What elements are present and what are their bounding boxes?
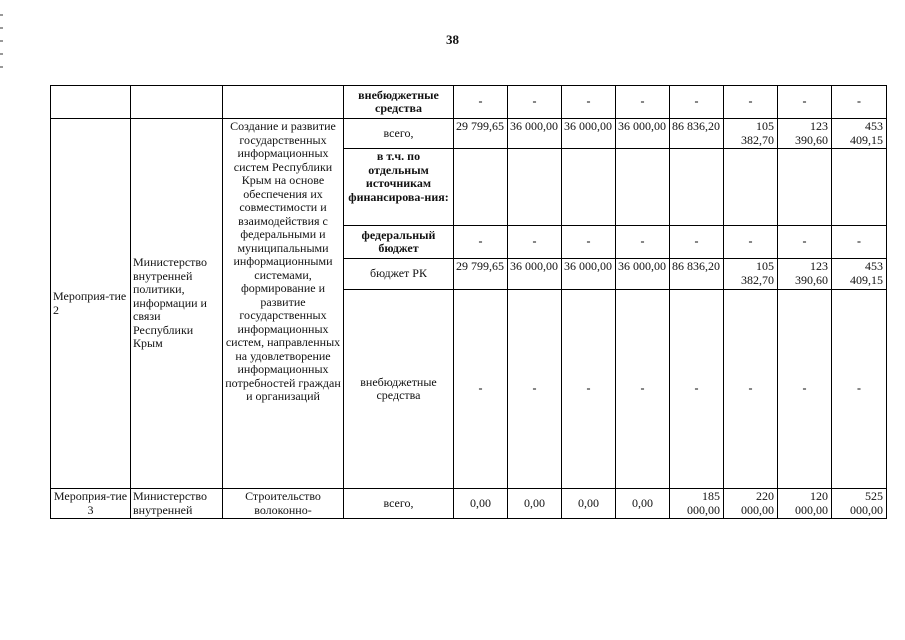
value-cell: 86 836,20: [670, 259, 724, 290]
value-cell: -: [562, 290, 616, 489]
source-label: в т.ч. по отдельным источникам финансирова-ния:: [344, 149, 454, 226]
value-cell: 105 382,70: [724, 259, 778, 290]
value-cell: 29 799,65: [454, 119, 508, 149]
value-cell: -: [454, 86, 508, 119]
value-cell: -: [454, 226, 508, 259]
empty-cell: [223, 86, 344, 119]
table-row: [51, 489, 887, 519]
financing-table: [50, 85, 887, 519]
source-label: всего,: [344, 119, 454, 149]
value-cell: 0,00: [616, 489, 670, 519]
value-cell: -: [724, 226, 778, 259]
value-cell: [508, 149, 562, 226]
value-cell: [778, 149, 832, 226]
value-cell: -: [778, 226, 832, 259]
event-executor: Министерство внутренней политики, информации и связи Республики Крым: [131, 119, 223, 489]
value-cell: -: [508, 290, 562, 489]
value-cell: 123 390,60: [778, 119, 832, 149]
value-cell: -: [832, 226, 887, 259]
value-cell: -: [778, 290, 832, 489]
value-cell: -: [616, 86, 670, 119]
value-cell: -: [616, 290, 670, 489]
page-number: 38: [446, 32, 459, 47]
value-cell: 105 382,70: [724, 119, 778, 149]
source-label: федеральный бюджет: [344, 226, 454, 259]
value-cell: -: [832, 290, 887, 489]
value-cell: -: [508, 86, 562, 119]
event-description: Строительство волоконно-: [223, 489, 344, 519]
value-cell: 36 000,00: [508, 259, 562, 290]
value-cell: -: [724, 86, 778, 119]
value-cell: 36 000,00: [562, 119, 616, 149]
value-cell: 220 000,00: [724, 489, 778, 519]
source-label: всего,: [344, 489, 454, 519]
value-cell: -: [562, 86, 616, 119]
value-cell: [832, 149, 887, 226]
value-cell: 36 000,00: [616, 259, 670, 290]
event-name: Мероприя-тие 3: [51, 489, 131, 519]
value-cell: 36 000,00: [562, 259, 616, 290]
value-cell: -: [670, 86, 724, 119]
empty-cell: [131, 86, 223, 119]
value-cell: -: [670, 226, 724, 259]
value-cell: 0,00: [508, 489, 562, 519]
value-cell: -: [778, 86, 832, 119]
event-description: Создание и развитие государственных информационных систем Республики Крым на основе обеспечения их совместимости и взаимодействия с федеральными и муниципальными информационными системами, формирование и развитие государственных информационных систем, направленных на удовлетворение информационных потребностей граждан и организаций: [223, 119, 344, 489]
value-cell: -: [616, 226, 670, 259]
source-label: внебюджетные средства: [344, 86, 454, 119]
value-cell: [724, 149, 778, 226]
event-name: Мероприя-тие 2: [51, 119, 131, 489]
table-row: [51, 119, 887, 149]
value-cell: 123 390,60: [778, 259, 832, 290]
value-cell: 525 000,00: [832, 489, 887, 519]
value-cell: [616, 149, 670, 226]
source-label: внебюджетные средства: [344, 290, 454, 489]
event-executor: Министерство внутренней: [131, 489, 223, 519]
value-cell: 453 409,15: [832, 259, 887, 290]
table-row: [51, 86, 887, 119]
value-cell: -: [670, 290, 724, 489]
value-cell: -: [562, 226, 616, 259]
value-cell: -: [724, 290, 778, 489]
value-cell: -: [454, 290, 508, 489]
value-cell: 120 000,00: [778, 489, 832, 519]
value-cell: 86 836,20: [670, 119, 724, 149]
value-cell: [670, 149, 724, 226]
value-cell: 0,00: [562, 489, 616, 519]
value-cell: 0,00: [454, 489, 508, 519]
value-cell: 453 409,15: [832, 119, 887, 149]
source-label: бюджет РК: [344, 259, 454, 290]
value-cell: [562, 149, 616, 226]
empty-cell: [51, 86, 131, 119]
value-cell: -: [832, 86, 887, 119]
value-cell: 185 000,00: [670, 489, 724, 519]
value-cell: 29 799,65: [454, 259, 508, 290]
value-cell: 36 000,00: [508, 119, 562, 149]
value-cell: -: [508, 226, 562, 259]
value-cell: [454, 149, 508, 226]
value-cell: 36 000,00: [616, 119, 670, 149]
